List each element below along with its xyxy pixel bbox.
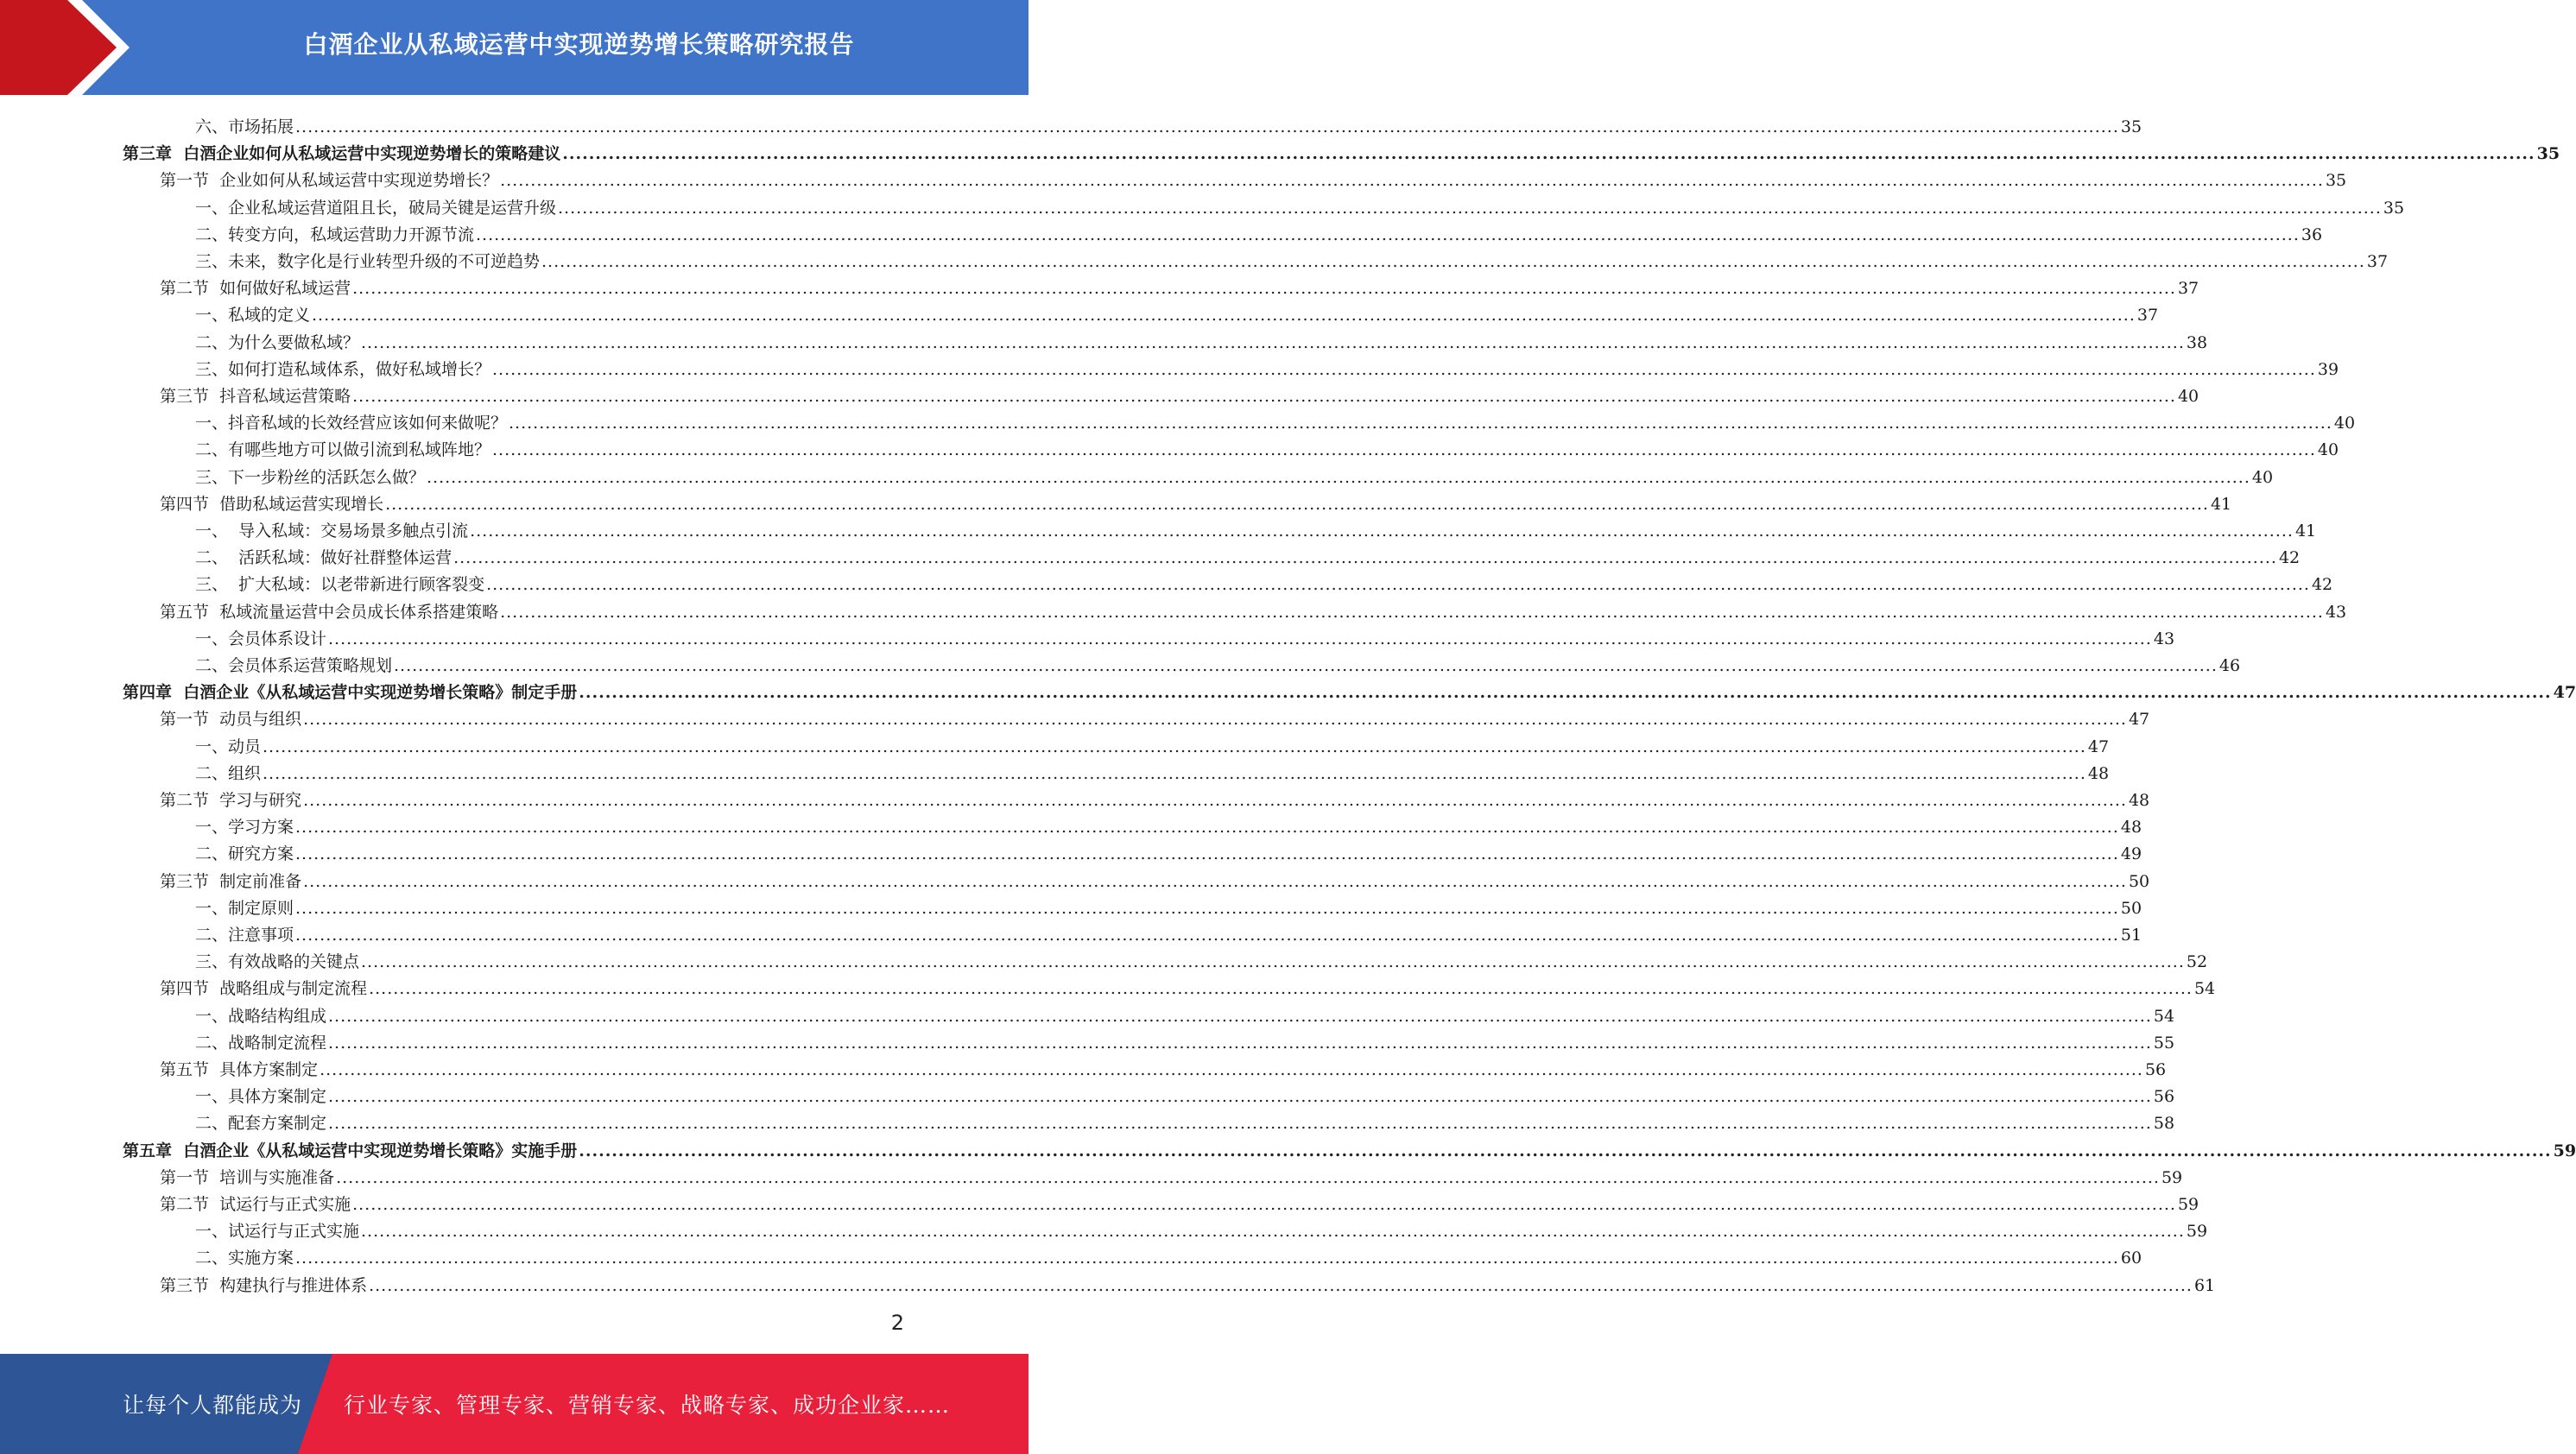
toc-entry-title: 一、具体方案制定: [195, 1087, 327, 1107]
toc-entry-title: 第四节 借助私域运营实现增长: [160, 494, 384, 514]
toc-dot-leader: ............................................................................................................................................................................................................................................................................................................: [295, 818, 2119, 838]
toc-entry-page: 59: [2186, 1222, 2208, 1242]
toc-entry-title: 第二节 学习与研究: [160, 791, 302, 810]
toc-entry-page: 43: [2153, 629, 2175, 648]
toc-subsection-entry[interactable]: [195, 811, 2142, 838]
toc-dot-leader: ............................................................................................................................................................................................................................................................................................................: [579, 683, 2552, 703]
toc-entry-title: 二、战略制定流程: [195, 1033, 327, 1053]
toc-entry-page: 42: [2278, 548, 2301, 568]
toc-entry-page: 59: [2161, 1167, 2183, 1187]
toc-dot-leader: ............................................................................................................................................................................................................................................................................................................: [295, 926, 2119, 945]
toc-section-entry[interactable]: [160, 784, 2150, 811]
toc-dot-leader: ............................................................................................................................................................................................................................................................................................................: [303, 791, 2127, 810]
toc-dot-leader: ............................................................................................................................................................................................................................................................................................................: [336, 1167, 2160, 1187]
toc-entry-page: 42: [2311, 575, 2333, 595]
toc-dot-leader: ............................................................................................................................................................................................................................................................................................................: [492, 440, 2316, 460]
page-number: 2: [890, 1311, 904, 1335]
toc-entry-page: 37: [2136, 306, 2159, 326]
toc-section-entry[interactable]: [160, 865, 2150, 892]
toc-dot-leader: ............................................................................................................................................................................................................................................................................................................: [558, 198, 2382, 218]
toc-entry-page: 59: [2553, 1141, 2576, 1160]
toc-entry-title: 第三节 抖音私域运营策略: [160, 387, 351, 406]
toc-entry-page: 35: [2383, 198, 2405, 218]
toc-entry-title: 三、如何打造私域体系，做好私域增长？: [195, 359, 491, 379]
toc-dot-leader: ............................................................................................................................................................................................................................................................................................................: [579, 1141, 2552, 1160]
toc-entry-title: 一、试运行与正式实施: [195, 1222, 360, 1242]
toc-entry-title: 第二节 试运行与正式实施: [160, 1195, 351, 1214]
toc-entry-title: 一、动员: [195, 736, 262, 756]
toc-subsection-entry[interactable]: [195, 407, 2356, 433]
toc-entry-title: 一、会员体系设计: [195, 629, 327, 648]
toc-entry-page: 54: [2193, 979, 2216, 999]
toc-subsection-entry[interactable]: [195, 218, 2323, 245]
toc-subsection-entry[interactable]: [195, 892, 2142, 919]
toc-dot-leader: ............................................................................................................................................................................................................................................................................................................: [470, 522, 2294, 541]
toc-entry-page: 39: [2317, 359, 2339, 379]
toc-subsection-entry[interactable]: [195, 1080, 2175, 1107]
toc-entry-title: 一、企业私域运营道阻且长，破局关键是运营升级: [195, 198, 557, 218]
toc-dot-leader: ............................................................................................................................................................................................................................................................................................................: [352, 1195, 2176, 1214]
toc-dot-leader: ............................................................................................................................................................................................................................................................................................................: [295, 1249, 2119, 1268]
toc-dot-leader: ............................................................................................................................................................................................................................................................................................................: [361, 1222, 2185, 1242]
toc-subsection-entry[interactable]: [195, 111, 2142, 137]
toc-entry-page: 48: [2128, 791, 2150, 810]
toc-entry-title: 第一节 企业如何从私域运营中实现逆势增长？: [160, 171, 499, 191]
toc-entry-title: 二、有哪些地方可以做引流到私域阵地？: [195, 440, 491, 460]
toc-entry-page: 52: [2186, 952, 2208, 972]
toc-entry-title: 第三节 构建执行与推进体系: [160, 1275, 368, 1295]
toc-section-entry[interactable]: [160, 488, 2232, 515]
toc-entry-page: 41: [2210, 494, 2232, 514]
toc-entry-title: 二、研究方案: [195, 844, 294, 864]
toc-entry-title: 一、学习方案: [195, 818, 294, 838]
toc-subsection-entry[interactable]: [195, 245, 2389, 272]
toc-entry-title: 一、制定原则: [195, 898, 294, 918]
toc-dot-leader: ............................................................................................................................................................................................................................................................................................................: [295, 898, 2119, 918]
toc-entry-title: 第一节 培训与实施准备: [160, 1167, 335, 1187]
footer-slogan-roles: 行业专家、管理专家、营销专家、战略专家、成功企业家……: [344, 1393, 951, 1418]
toc-subsection-entry[interactable]: [195, 1215, 2208, 1242]
toc-entry-page: 47: [2087, 736, 2110, 756]
toc-entry-title: 二、组织: [195, 763, 262, 783]
toc-chapter-entry[interactable]: [123, 676, 2576, 703]
toc-entry-title: 二、配套方案制定: [195, 1114, 327, 1134]
toc-entry-page: 38: [2186, 332, 2208, 352]
toc-section-entry[interactable]: [160, 1161, 2183, 1188]
toc-dot-leader: ............................................................................................................................................................................................................................................................................................................: [352, 279, 2176, 299]
footer-banner: [0, 1354, 1029, 1454]
toc-dot-leader: ............................................................................................................................................................................................................................................................................................................: [303, 710, 2127, 730]
toc-subsection-entry[interactable]: [195, 541, 2301, 568]
toc-entry-title: 第三节 制定前准备: [160, 871, 302, 891]
toc-dot-leader: ............................................................................................................................................................................................................................................................................................................: [295, 844, 2119, 864]
toc-subsection-entry[interactable]: [195, 515, 2317, 541]
toc-entry-page: 47: [2553, 683, 2576, 703]
toc-entry-page: 40: [2317, 440, 2339, 460]
toc-entry-page: 55: [2153, 1033, 2175, 1053]
toc-subsection-entry[interactable]: [195, 945, 2208, 972]
toc-entry-page: 37: [2177, 279, 2199, 299]
toc-dot-leader: ............................................................................................................................................................................................................................................................................................................: [361, 952, 2185, 972]
toc-entry-page: 59: [2177, 1195, 2199, 1214]
toc-dot-leader: ............................................................................................................................................................................................................................................................................................................: [492, 359, 2316, 379]
toc-entry-page: 36: [2301, 224, 2323, 244]
toc-dot-leader: ............................................................................................................................................................................................................................................................................................................: [263, 763, 2086, 783]
toc-entry-page: 35: [2120, 117, 2142, 136]
toc-subsection-entry[interactable]: [195, 433, 2339, 460]
toc-dot-leader: ............................................................................................................................................................................................................................................................................................................: [562, 144, 2535, 164]
toc-entry-page: 47: [2128, 710, 2150, 730]
toc-dot-leader: ............................................................................................................................................................................................................................................................................................................: [509, 414, 2332, 433]
toc-entry-page: 48: [2087, 763, 2110, 783]
toc-entry-page: 54: [2153, 1006, 2175, 1026]
toc-entry-page: 46: [2218, 656, 2241, 675]
toc-entry-title: 第五节 具体方案制定: [160, 1060, 319, 1079]
toc-entry-title: 第二节 如何做好私域运营: [160, 279, 351, 299]
toc-dot-leader: ............................................................................................................................................................................................................................................................................................................: [328, 1114, 2152, 1134]
toc-dot-leader: ............................................................................................................................................................................................................................................................................................................: [476, 224, 2300, 244]
toc-section-entry[interactable]: [160, 380, 2199, 407]
toc-section-entry[interactable]: [160, 1269, 2216, 1296]
toc-subsection-entry[interactable]: [195, 919, 2142, 945]
toc-entry-page: 40: [2251, 467, 2274, 487]
toc-subsection-entry[interactable]: [195, 838, 2142, 864]
toc-entry-title: 一、抖音私域的长效经营应该如何来做呢？: [195, 414, 508, 433]
toc-subsection-entry[interactable]: [195, 326, 2208, 353]
toc-dot-leader: ............................................................................................................................................................................................................................................................................................................: [328, 1087, 2152, 1107]
toc-dot-leader: ............................................................................................................................................................................................................................................................................................................: [320, 1060, 2143, 1079]
toc-entry-page: 48: [2120, 818, 2142, 838]
toc-dot-leader: ............................................................................................................................................................................................................................................................................................................: [263, 736, 2086, 756]
toc-section-entry[interactable]: [160, 164, 2347, 191]
toc-section-entry[interactable]: [160, 972, 2216, 999]
toc-entry-title: 一、 导入私域：交易场景多触点引流: [195, 522, 469, 541]
toc-subsection-entry[interactable]: [195, 461, 2274, 488]
toc-chapter-entry[interactable]: [123, 1135, 2576, 1161]
toc-section-entry[interactable]: [160, 272, 2199, 299]
toc-entry-title: 第四节 战略组成与制定流程: [160, 979, 368, 999]
toc-dot-leader: ............................................................................................................................................................................................................................................................................................................: [352, 387, 2176, 406]
toc-entry-title: 二、为什么要做私域？: [195, 332, 360, 352]
toc-subsection-entry[interactable]: [195, 299, 2159, 326]
toc-dot-leader: ............................................................................................................................................................................................................................................................................................................: [369, 979, 2193, 999]
toc-entry-page: 51: [2120, 926, 2142, 945]
chevron-arrow-icon: [0, 0, 138, 95]
toc-dot-leader: ............................................................................................................................................................................................................................................................................................................: [453, 548, 2277, 568]
toc-dot-leader: ............................................................................................................................................................................................................................................................................................................: [500, 602, 2324, 622]
toc-entry-title: 二、会员体系运营策略规划: [195, 656, 393, 675]
toc-subsection-entry[interactable]: [195, 1000, 2175, 1027]
toc-entry-title: 第三章 白酒企业如何从私域运营中实现逆势增长的策略建议: [123, 144, 561, 164]
toc-entry-title: 一、战略结构组成: [195, 1006, 327, 1026]
report-header: [0, 0, 1029, 95]
toc-dot-leader: ............................................................................................................................................................................................................................................................................................................: [394, 656, 2218, 675]
toc-entry-page: 50: [2120, 898, 2142, 918]
toc-dot-leader: ............................................................................................................................................................................................................................................................................................................: [369, 1275, 2193, 1295]
toc-entry-title: 二、注意事项: [195, 926, 294, 945]
toc-subsection-entry[interactable]: [195, 1242, 2142, 1268]
toc-entry-page: 50: [2128, 871, 2150, 891]
toc-dot-leader: ............................................................................................................................................................................................................................................................................................................: [427, 467, 2250, 487]
toc-entry-page: 56: [2153, 1087, 2175, 1107]
toc-entry-title: 第四章 白酒企业《从私域运营中实现逆势增长策略》制定手册: [123, 683, 578, 703]
toc-dot-leader: ............................................................................................................................................................................................................................................................................................................: [295, 117, 2119, 136]
toc-subsection-entry[interactable]: [195, 757, 2110, 784]
toc-dot-leader: ............................................................................................................................................................................................................................................................................................................: [500, 171, 2324, 191]
footer-slogan-lead: 让每个人都能成为: [123, 1393, 303, 1418]
toc-chapter-entry[interactable]: [123, 137, 2560, 164]
toc-dot-leader: ............................................................................................................................................................................................................................................................................................................: [303, 871, 2127, 891]
toc-subsection-entry[interactable]: [195, 730, 2110, 757]
toc-entry-title: 三、有效战略的关键点: [195, 952, 360, 972]
toc-entry-page: 40: [2177, 387, 2199, 406]
toc-entry-title: 第一节 动员与组织: [160, 710, 302, 730]
toc-entry-title: 第五章 白酒企业《从私域运营中实现逆势增长策略》实施手册: [123, 1141, 578, 1160]
toc-entry-title: 三、下一步粉丝的活跃怎么做？: [195, 467, 426, 487]
toc-entry-title: 二、 活跃私域：做好社群整体运营: [195, 548, 453, 568]
toc-dot-leader: ............................................................................................................................................................................................................................................................................................................: [328, 1006, 2152, 1026]
report-title: 白酒企业从私域运营中实现逆势增长策略研究报告: [303, 30, 855, 59]
toc-entry-title: 三、未来，数字化是行业转型升级的不可逆趋势: [195, 252, 541, 271]
toc-section-entry[interactable]: [160, 1053, 2167, 1080]
toc-section-entry[interactable]: [160, 596, 2347, 623]
toc-dot-leader: ............................................................................................................................................................................................................................................................................................................: [328, 629, 2152, 648]
toc-dot-leader: ............................................................................................................................................................................................................................................................................................................: [486, 575, 2310, 595]
toc-dot-leader: ............................................................................................................................................................................................................................................................................................................: [328, 1033, 2152, 1053]
toc-entry-page: 40: [2333, 414, 2356, 433]
toc-dot-leader: ............................................................................................................................................................................................................................................................................................................: [361, 332, 2185, 352]
toc-subsection-entry[interactable]: [195, 192, 2405, 218]
toc-entry-page: 37: [2366, 252, 2389, 271]
toc-subsection-entry[interactable]: [195, 1107, 2175, 1134]
toc-entry-page: 49: [2120, 844, 2142, 864]
toc-dot-leader: ............................................................................................................................................................................................................................................................................................................: [541, 252, 2365, 271]
toc-entry-title: 二、实施方案: [195, 1249, 294, 1268]
toc-section-entry[interactable]: [160, 1188, 2199, 1215]
toc-entry-page: 61: [2193, 1275, 2216, 1295]
toc-entry-page: 58: [2153, 1114, 2175, 1134]
toc-dot-leader: ............................................................................................................................................................................................................................................................................................................: [312, 306, 2136, 326]
toc-section-entry[interactable]: [160, 703, 2150, 730]
toc-subsection-entry[interactable]: [195, 649, 2241, 676]
toc-entry-page: 43: [2325, 602, 2347, 622]
toc-entry-page: 41: [2294, 522, 2317, 541]
toc-entry-title: 三、 扩大私域：以老带新进行顾客裂变: [195, 575, 485, 595]
toc-entry-title: 二、转变方向，私域运营助力开源节流: [195, 224, 475, 244]
toc-entry-title: 六、市场拓展: [195, 117, 294, 136]
toc-entry-page: 56: [2144, 1060, 2167, 1079]
toc-entry-page: 35: [2325, 171, 2347, 191]
toc-entry-page: 60: [2120, 1249, 2142, 1268]
toc-subsection-entry[interactable]: [195, 353, 2339, 380]
toc-subsection-entry[interactable]: [195, 568, 2333, 595]
toc-entry-title: 第五节 私域流量运营中会员成长体系搭建策略: [160, 602, 499, 622]
toc-dot-leader: ............................................................................................................................................................................................................................................................................................................: [385, 494, 2209, 514]
toc-entry-title: 一、私域的定义: [195, 306, 311, 326]
toc-subsection-entry[interactable]: [195, 1027, 2175, 1053]
toc-entry-page: 35: [2536, 144, 2560, 164]
toc-subsection-entry[interactable]: [195, 623, 2175, 649]
